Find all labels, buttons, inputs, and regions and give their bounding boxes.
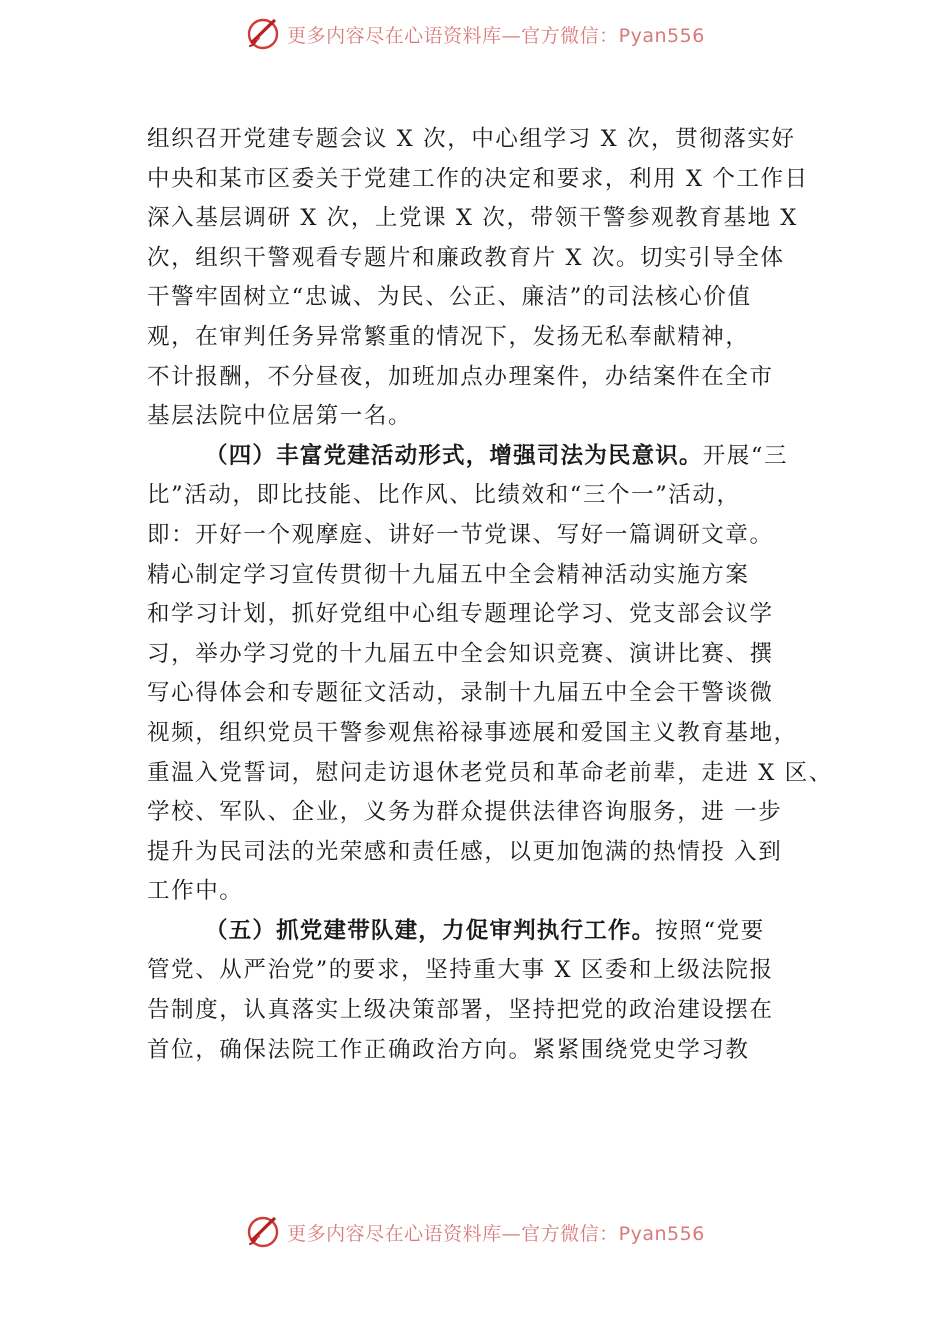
brush-logo-icon xyxy=(245,1214,281,1250)
watermark-wechat-id: Pyan556 xyxy=(618,1222,705,1245)
line-text: 精心制定学习宣传贯彻十九届五中全会精神活动实施方案 xyxy=(147,561,750,588)
text-line xyxy=(147,674,847,714)
watermark-wechat-id: Pyan556 xyxy=(618,24,705,47)
line-text: 视频，组织党员干警参观焦裕禄事迹展和爱国主义教育基地， xyxy=(147,719,798,746)
section-heading: （四）丰富党建活动形式，增强司法为民意识。 xyxy=(205,442,703,469)
text-line xyxy=(147,1031,847,1071)
text-line xyxy=(147,437,847,477)
brush-logo-icon xyxy=(245,16,281,52)
line-text: 不计报酬，不分昼夜，加班加点办理案件，办结案件在全市 xyxy=(147,363,774,390)
line-text: 中央和某市区委关于党建工作的决定和要求，利用 X 个工作日 xyxy=(147,165,809,192)
line-text: 管党、从严治党”的要求，坚持重大事 X 区委和上级法院报 xyxy=(147,957,774,984)
line-text: 比”活动，即比技能、比作风、比绩效和“三个一”活动， xyxy=(147,482,741,509)
line-text: 按照“党要 xyxy=(655,917,765,944)
line-text: 即：开好一个观摩庭、讲好一节党课、写好一篇调研文章。 xyxy=(147,521,774,548)
line-text: 工作中。 xyxy=(147,878,244,905)
line-text: 次，组织干警观看专题片和廉政教育片 X 次。切实引导全体 xyxy=(147,244,785,271)
text-line xyxy=(147,991,847,1031)
text-line xyxy=(147,239,847,279)
text-line xyxy=(147,556,847,596)
watermark-label: 更多内容尽在心语资料库—官方微信： xyxy=(287,1222,619,1245)
line-text: 和学习计划，抓好党组中心组专题理论学习、党支部会议学 xyxy=(147,601,774,628)
line-text: 开展“三 xyxy=(702,442,789,469)
text-line xyxy=(147,754,847,794)
line-text: 习，举办学习党的十九届五中全会知识竞赛、演讲比赛、撰 xyxy=(147,640,774,667)
text-line xyxy=(147,635,847,675)
line-text: 观，在审判任务异常繁重的情况下，发扬无私奉献精神， xyxy=(147,323,750,350)
document-body xyxy=(147,120,847,1070)
text-line xyxy=(147,872,847,912)
text-line xyxy=(147,912,847,952)
text-line xyxy=(147,793,847,833)
line-text: 组织召开党建专题会议 X 次，中心组学习 X 次，贯彻落实好 xyxy=(147,126,796,152)
watermark-text xyxy=(287,1219,705,1246)
text-line xyxy=(147,120,847,160)
line-text: 基层法院中位居第一名。 xyxy=(147,403,413,430)
text-line xyxy=(147,358,847,398)
watermark-banner-bottom xyxy=(0,1212,950,1252)
text-line xyxy=(147,833,847,873)
line-text: 告制度，认真落实上级决策部署，坚持把党的政治建设摆在 xyxy=(147,997,774,1024)
text-line xyxy=(147,951,847,991)
line-text: 学校、军队、企业，义务为群众提供法律咨询服务，进 一步 xyxy=(147,799,783,826)
text-line xyxy=(147,318,847,358)
line-text: 写心得体会和专题征文活动，录制十九届五中全会干警谈微 xyxy=(147,680,774,707)
text-line xyxy=(147,595,847,635)
text-line xyxy=(147,714,847,754)
watermark-label: 更多内容尽在心语资料库—官方微信： xyxy=(287,24,619,47)
text-line xyxy=(147,278,847,318)
line-text: 重温入党誓词，慰问走访退休老党员和革命老前辈，走进 X 区、 xyxy=(147,759,833,786)
watermark-text xyxy=(287,21,705,48)
text-line xyxy=(147,160,847,200)
text-line xyxy=(147,199,847,239)
line-text: 首位，确保法院工作正确政治方向。紧紧围绕党史学习教 xyxy=(147,1036,750,1063)
text-line xyxy=(147,476,847,516)
watermark-banner-top xyxy=(0,14,950,54)
text-line xyxy=(147,397,847,437)
line-text: 干警牢固树立“忠诚、为民、公正、廉洁”的司法核心价值 xyxy=(147,284,752,311)
line-text: 提升为民司法的光荣感和责任感，以更加饱满的热情投 入到 xyxy=(147,838,783,865)
text-line xyxy=(147,516,847,556)
section-heading: （五）抓党建带队建，力促审判执行工作。 xyxy=(205,917,656,944)
line-text: 深入基层调研 X 次，上党课 X 次，带领干警参观教育基地 X xyxy=(147,205,798,232)
